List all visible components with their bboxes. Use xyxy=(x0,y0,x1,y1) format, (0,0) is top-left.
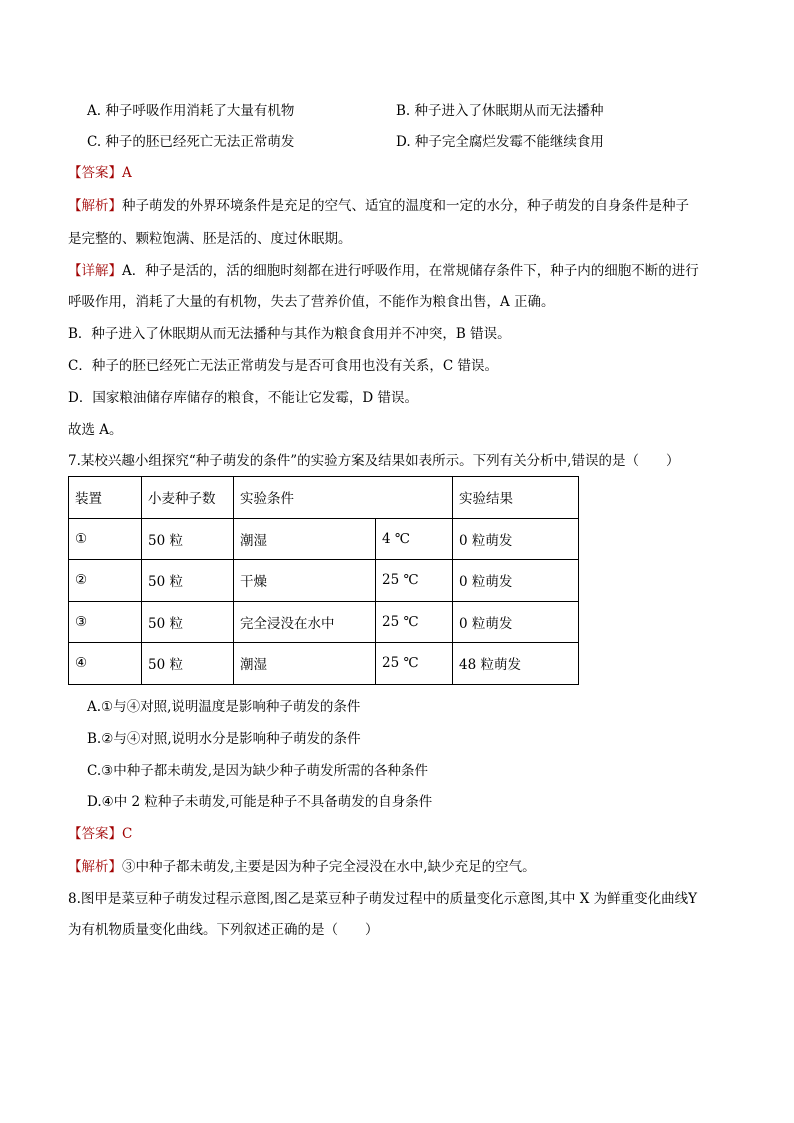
header-seed-count: 小麦种子数 xyxy=(142,477,234,519)
detail-tag: 【详解】 xyxy=(68,263,122,279)
q7-option-c: C.③中种子都未萌发,是因为缺少种子萌发所需的各种条件 xyxy=(87,763,429,779)
cell-device: ① xyxy=(69,518,142,560)
q6-detail-line4: C．种子的胚已经死亡无法正常萌发与是否可食用也没有关系，C 错误。 xyxy=(68,358,498,374)
analysis-text: ③中种子都未萌发,主要是因为种子完全浸没在水中,缺少充足的空气。 xyxy=(122,859,536,875)
cell-result: 0 粒萌发 xyxy=(453,560,579,602)
cell-result: 0 粒萌发 xyxy=(453,601,579,643)
table-row xyxy=(69,560,579,602)
cell-seeds: 50 粒 xyxy=(142,643,234,685)
cell-device: ④ xyxy=(69,643,142,685)
cell-device: ② xyxy=(69,560,142,602)
cell-device: ③ xyxy=(69,601,142,643)
analysis-tag: 【解析】 xyxy=(68,198,122,214)
cell-seeds: 50 粒 xyxy=(142,518,234,560)
q7-option-d: D.④中 2 粒种子未萌发,可能是种子不具备萌发的自身条件 xyxy=(87,794,433,810)
q7-answer xyxy=(68,824,132,844)
q6-option-d: D. 种子完全腐烂发霉不能继续食用 xyxy=(396,134,604,150)
analysis-tag: 【解析】 xyxy=(68,859,122,875)
answer-value: A xyxy=(122,165,132,181)
cell-result: 0 粒萌发 xyxy=(453,518,579,560)
analysis-text: 种子萌发的外界环境条件是充足的空气、适宜的温度和一定的水分，种子萌发的自身条件是种子 xyxy=(122,198,689,214)
header-conditions: 实验条件 xyxy=(234,477,453,519)
cell-moisture: 潮湿 xyxy=(234,518,376,560)
q7-option-a: A.①与④对照,说明温度是影响种子萌发的条件 xyxy=(87,699,361,715)
q6-detail-line1 xyxy=(68,261,699,281)
cell-moisture: 干燥 xyxy=(234,560,376,602)
cell-seeds: 50 粒 xyxy=(142,560,234,602)
q6-analysis-line1 xyxy=(68,196,689,216)
q6-detail-line5: D．国家粮油储存库储存的粮食，不能让它发霉，D 错误。 xyxy=(68,390,418,406)
cell-temperature: 25 ℃ xyxy=(376,643,453,685)
q7-analysis xyxy=(68,857,536,877)
q6-conclusion: 故选 A。 xyxy=(68,422,123,438)
q7-stem: 7.某校兴趣小组探究“种子萌发的条件”的实验方案及结果如表所示。下列有关分析中,错误的是（ ） xyxy=(68,453,680,469)
table-row xyxy=(69,518,579,560)
cell-temperature: 4 ℃ xyxy=(376,518,453,560)
experiment-table xyxy=(68,476,579,685)
q6-detail-line2: 呼吸作用，消耗了大量的有机物，失去了营养价值，不能作为粮食出售，A 正确。 xyxy=(68,294,555,310)
q6-option-b: B. 种子进入了休眠期从而无法播种 xyxy=(396,103,604,119)
cell-temperature: 25 ℃ xyxy=(376,560,453,602)
q6-detail-line3: B．种子进入了休眠期从而无法播种与其作为粮食食用并不冲突，B 错误。 xyxy=(68,326,511,342)
q6-option-a: A. 种子呼吸作用消耗了大量有机物 xyxy=(87,103,295,119)
q6-option-c: C. 种子的胚已经死亡无法正常萌发 xyxy=(87,134,295,150)
cell-moisture: 完全浸没在水中 xyxy=(234,601,376,643)
answer-tag: 【答案】 xyxy=(68,165,122,181)
cell-moisture: 潮湿 xyxy=(234,643,376,685)
detail-text: A．种子是活的，活的细胞时刻都在进行呼吸作用，在常规储存条件下，种子内的细胞不断的进行 xyxy=(122,263,699,279)
q8-stem-line2: 为有机物质量变化曲线。下列叙述正确的是（ ） xyxy=(68,922,379,938)
table-row xyxy=(69,601,579,643)
cell-seeds: 50 粒 xyxy=(142,601,234,643)
q8-stem-line1: 8.图甲是菜豆种子萌发过程示意图,图乙是菜豆种子萌发过程中的质量变化示意图,其中 X 为鲜重变化曲线Y xyxy=(68,891,698,907)
answer-tag: 【答案】 xyxy=(68,826,122,842)
cell-result: 48 粒萌发 xyxy=(453,643,579,685)
answer-value: C xyxy=(122,826,133,842)
cell-temperature: 25 ℃ xyxy=(376,601,453,643)
q6-analysis-line2: 是完整的、颗粒饱满、胚是活的、度过休眠期。 xyxy=(68,231,352,247)
table-header-row xyxy=(69,477,579,519)
q6-answer xyxy=(68,163,132,183)
header-result: 实验结果 xyxy=(453,477,579,519)
q7-option-b: B.②与④对照,说明水分是影响种子萌发的条件 xyxy=(87,731,361,747)
table-row xyxy=(69,643,579,685)
header-device: 装置 xyxy=(69,477,142,519)
